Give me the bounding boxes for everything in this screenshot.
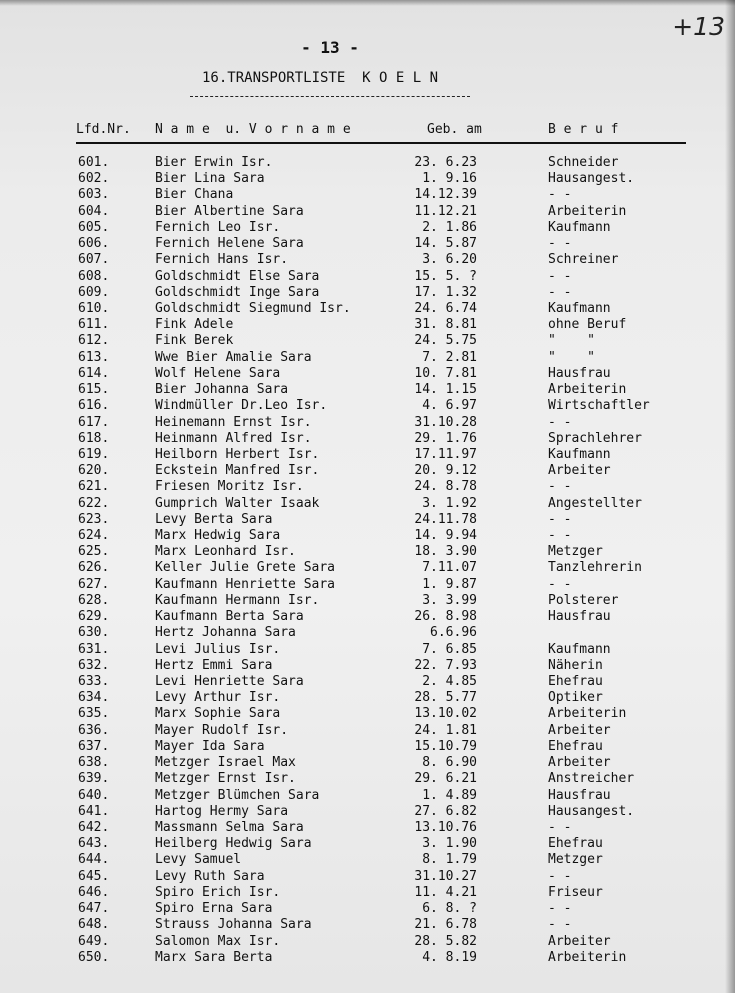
list-row bbox=[0, 674, 735, 690]
entry-number: 614. bbox=[78, 365, 110, 381]
entry-number: 619. bbox=[78, 446, 110, 462]
entry-birthdate: 14. 1.15 bbox=[414, 382, 477, 398]
entry-occupation: - - bbox=[548, 819, 572, 835]
entry-name: Marx Hedwig Sara bbox=[155, 528, 281, 544]
list-row bbox=[0, 398, 735, 414]
entry-birthdate: 24. 6.74 bbox=[414, 300, 477, 316]
list-row bbox=[0, 885, 735, 901]
entry-birthdate: 8. 1.79 bbox=[422, 852, 477, 868]
deportation-list bbox=[0, 155, 735, 966]
list-row bbox=[0, 204, 735, 220]
entry-birthdate: 23. 6.23 bbox=[414, 155, 477, 170]
list-row bbox=[0, 658, 735, 674]
entry-birthdate: 21. 6.78 bbox=[414, 917, 477, 933]
header-number: Lfd.Nr. bbox=[76, 122, 131, 137]
entry-occupation: Optiker bbox=[548, 690, 603, 706]
entry-birthdate: 29. 1.76 bbox=[414, 430, 477, 446]
entry-occupation: Wirtschaftler bbox=[548, 398, 650, 414]
entry-birthdate: 14. 5.87 bbox=[414, 236, 477, 252]
entry-occupation: Angestellter bbox=[548, 495, 642, 511]
entry-number: 610. bbox=[78, 300, 110, 316]
list-row bbox=[0, 820, 735, 836]
entry-birthdate: 6. 8. ? bbox=[422, 901, 477, 917]
entry-number: 621. bbox=[78, 479, 110, 495]
entry-number: 644. bbox=[78, 852, 110, 868]
entry-number: 612. bbox=[78, 333, 110, 349]
entry-name: Heilborn Herbert Isr. bbox=[155, 446, 320, 462]
page-top-shadow bbox=[0, 0, 735, 6]
entry-name: Marx Leonhard Isr. bbox=[155, 544, 296, 560]
entry-occupation: - - bbox=[548, 479, 572, 495]
table-header bbox=[0, 122, 735, 142]
entry-birthdate: 1. 4.89 bbox=[422, 787, 477, 803]
entry-occupation: - - bbox=[548, 284, 572, 300]
entry-occupation: Arbeiterin bbox=[548, 706, 627, 722]
entry-birthdate: 28. 5.77 bbox=[414, 690, 477, 706]
entry-birthdate: 29. 6.21 bbox=[414, 771, 477, 787]
list-row bbox=[0, 771, 735, 787]
entry-occupation: Arbeiterin bbox=[548, 382, 627, 398]
entry-number: 606. bbox=[78, 236, 110, 252]
entry-occupation: Tanzlehrerin bbox=[548, 560, 642, 576]
entry-birthdate: 18. 3.90 bbox=[414, 544, 477, 560]
entry-birthdate: 24. 8.78 bbox=[414, 479, 477, 495]
entry-occupation: - - bbox=[548, 187, 572, 203]
entry-occupation: Schreiner bbox=[548, 252, 619, 268]
entry-number: 627. bbox=[78, 576, 110, 592]
document-title: 16.TRANSPORTLISTE K O E L N bbox=[202, 70, 439, 86]
entry-number: 634. bbox=[78, 690, 110, 706]
entry-occupation: Kaufmann bbox=[548, 300, 611, 316]
entry-number: 625. bbox=[78, 544, 110, 560]
entry-birthdate: 24. 1.81 bbox=[414, 722, 477, 738]
entry-occupation: Näherin bbox=[548, 657, 603, 673]
list-row bbox=[0, 625, 735, 641]
page-number: - 13 - bbox=[301, 38, 359, 57]
entry-birthdate: 28. 5.82 bbox=[414, 933, 477, 949]
entry-birthdate: 1. 9.16 bbox=[422, 171, 477, 187]
entry-birthdate: 15.10.79 bbox=[414, 738, 477, 754]
list-row bbox=[0, 382, 735, 398]
entry-occupation: Ehefrau bbox=[548, 674, 603, 689]
entry-occupation: Anstreicher bbox=[548, 771, 635, 787]
entry-number: 620. bbox=[78, 463, 110, 479]
entry-number: 632. bbox=[78, 657, 110, 673]
entry-occupation: Ehefrau bbox=[548, 738, 603, 754]
entry-name: Spiro Erna Sara bbox=[155, 901, 273, 917]
entry-name: Fernich Leo Isr. bbox=[155, 219, 281, 235]
entry-name: Bier Lina Sara bbox=[155, 171, 265, 187]
entry-number: 641. bbox=[78, 803, 110, 819]
list-row bbox=[0, 187, 735, 203]
entry-birthdate: 14.12.39 bbox=[414, 187, 477, 203]
entry-birthdate: 8. 6.90 bbox=[422, 755, 477, 771]
entry-birthdate: 1. 9.87 bbox=[422, 576, 477, 592]
entry-name: Levy Samuel bbox=[155, 852, 242, 868]
entry-number: 615. bbox=[78, 382, 110, 398]
entry-occupation: " " bbox=[548, 333, 595, 349]
entry-birthdate: 2. 1.86 bbox=[422, 219, 477, 235]
entry-birthdate: 24.11.78 bbox=[414, 511, 477, 527]
entry-occupation: - - bbox=[548, 511, 572, 527]
list-row bbox=[0, 869, 735, 885]
entry-number: 647. bbox=[78, 901, 110, 917]
entry-birthdate: 20. 9.12 bbox=[414, 463, 477, 479]
entry-occupation: - - bbox=[548, 414, 572, 430]
list-row bbox=[0, 901, 735, 917]
entry-birthdate: 13.10.02 bbox=[414, 706, 477, 722]
archive-mark: +13 bbox=[672, 12, 725, 41]
entry-number: 605. bbox=[78, 219, 110, 235]
list-row bbox=[0, 496, 735, 512]
entry-name: Eckstein Manfred Isr. bbox=[155, 463, 320, 479]
entry-birthdate: 31.10.28 bbox=[414, 414, 477, 430]
entry-name: Kaufmann Henriette Sara bbox=[155, 576, 336, 592]
entry-name: Bier Chana bbox=[155, 187, 234, 203]
list-row bbox=[0, 463, 735, 479]
entry-name: Metzger Ernst Isr. bbox=[155, 771, 296, 787]
entry-name: Hartog Hermy Sara bbox=[155, 803, 289, 819]
entry-birthdate: 22. 7.93 bbox=[414, 657, 477, 673]
list-row bbox=[0, 350, 735, 366]
entry-number: 611. bbox=[78, 317, 110, 333]
entry-name: Levy Ruth Sara bbox=[155, 868, 265, 884]
entry-birthdate: 3. 1.92 bbox=[422, 495, 477, 511]
list-row bbox=[0, 317, 735, 333]
entry-number: 638. bbox=[78, 755, 110, 771]
entry-name: Spiro Erich Isr. bbox=[155, 884, 281, 900]
entry-number: 639. bbox=[78, 771, 110, 787]
list-row bbox=[0, 252, 735, 268]
list-row bbox=[0, 333, 735, 349]
entry-number: 643. bbox=[78, 836, 110, 852]
entry-birthdate: 6.6.96 bbox=[430, 625, 477, 641]
entry-occupation: Kaufmann bbox=[548, 219, 611, 235]
entry-name: Bier Albertine Sara bbox=[155, 203, 304, 219]
list-row bbox=[0, 447, 735, 463]
entry-birthdate: 3. 6.20 bbox=[422, 252, 477, 268]
entry-name: Kaufmann Hermann Isr. bbox=[155, 592, 320, 608]
entry-occupation: " " bbox=[548, 349, 595, 365]
list-row bbox=[0, 642, 735, 658]
list-row bbox=[0, 544, 735, 560]
entry-number: 628. bbox=[78, 592, 110, 608]
entry-occupation: Arbeiter bbox=[548, 755, 611, 771]
entry-occupation: Arbeiter bbox=[548, 463, 611, 479]
list-row bbox=[0, 366, 735, 382]
entry-birthdate: 11. 4.21 bbox=[414, 884, 477, 900]
entry-name: Heinmann Alfred Isr. bbox=[155, 430, 312, 446]
entry-name: Heinemann Ernst Isr. bbox=[155, 414, 312, 430]
entry-number: 629. bbox=[78, 609, 110, 625]
list-row bbox=[0, 171, 735, 187]
entry-number: 646. bbox=[78, 884, 110, 900]
header-occupation: B e r u f bbox=[548, 122, 619, 137]
entry-name: Gumprich Walter Isaak bbox=[155, 495, 320, 511]
entry-birthdate: 17.11.97 bbox=[414, 446, 477, 462]
list-row bbox=[0, 804, 735, 820]
list-row bbox=[0, 528, 735, 544]
entry-number: 630. bbox=[78, 625, 110, 641]
entry-number: 622. bbox=[78, 495, 110, 511]
entry-birthdate: 11.12.21 bbox=[414, 203, 477, 219]
entry-number: 645. bbox=[78, 868, 110, 884]
entry-birthdate: 7.11.07 bbox=[422, 560, 477, 576]
entry-name: Fink Berek bbox=[155, 333, 234, 349]
entry-number: 640. bbox=[78, 787, 110, 803]
header-name: N a m e u. V o r n a m e bbox=[155, 122, 351, 137]
entry-birthdate: 31.10.27 bbox=[414, 868, 477, 884]
list-row bbox=[0, 577, 735, 593]
entry-name: Salomon Max Isr. bbox=[155, 933, 281, 949]
entry-birthdate: 26. 8.98 bbox=[414, 609, 477, 625]
entry-name: Goldschmidt Inge Sara bbox=[155, 284, 320, 300]
entry-number: 607. bbox=[78, 252, 110, 268]
entry-name: Strauss Johanna Sara bbox=[155, 917, 312, 933]
list-row bbox=[0, 593, 735, 609]
entry-number: 623. bbox=[78, 511, 110, 527]
entry-name: Marx Sara Berta bbox=[155, 949, 273, 965]
entry-name: Wolf Helene Sara bbox=[155, 365, 281, 381]
entry-name: Bier Johanna Sara bbox=[155, 382, 289, 398]
entry-name: Metzger Israel Max bbox=[155, 755, 296, 771]
list-row bbox=[0, 609, 735, 625]
entry-occupation: Arbeiter bbox=[548, 722, 611, 738]
entry-birthdate: 7. 6.85 bbox=[422, 641, 477, 657]
entry-number: 613. bbox=[78, 349, 110, 365]
entry-occupation: - - bbox=[548, 236, 572, 252]
entry-name: Massmann Selma Sara bbox=[155, 819, 304, 835]
entry-number: 626. bbox=[78, 560, 110, 576]
entry-birthdate: 2. 4.85 bbox=[422, 674, 477, 689]
list-row bbox=[0, 431, 735, 447]
entry-name: Windmüller Dr.Leo Isr. bbox=[155, 398, 328, 414]
entry-number: 601. bbox=[78, 155, 110, 170]
entry-name: Levi Henriette Sara bbox=[155, 674, 304, 689]
entry-birthdate: 3. 1.90 bbox=[422, 836, 477, 852]
entry-name: Keller Julie Grete Sara bbox=[155, 560, 336, 576]
entry-name: Mayer Rudolf Isr. bbox=[155, 722, 289, 738]
entry-birthdate: 27. 6.82 bbox=[414, 803, 477, 819]
entry-number: 636. bbox=[78, 722, 110, 738]
entry-occupation: - - bbox=[548, 528, 572, 544]
entry-name: Mayer Ida Sara bbox=[155, 738, 265, 754]
entry-occupation: Metzger bbox=[548, 544, 603, 560]
entry-number: 649. bbox=[78, 933, 110, 949]
entry-name: Levi Julius Isr. bbox=[155, 641, 281, 657]
entry-name: Kaufmann Berta Sara bbox=[155, 609, 304, 625]
entry-number: 624. bbox=[78, 528, 110, 544]
entry-number: 642. bbox=[78, 819, 110, 835]
entry-occupation: Hausangest. bbox=[548, 803, 635, 819]
entry-birthdate: 10. 7.81 bbox=[414, 365, 477, 381]
entry-occupation: ohne Beruf bbox=[548, 317, 627, 333]
entry-birthdate: 7. 2.81 bbox=[422, 349, 477, 365]
entry-occupation: Schneider bbox=[548, 155, 619, 170]
entry-occupation: - - bbox=[548, 576, 572, 592]
list-row bbox=[0, 788, 735, 804]
entry-birthdate: 15. 5. ? bbox=[414, 268, 477, 284]
entry-birthdate: 3. 3.99 bbox=[422, 592, 477, 608]
list-row bbox=[0, 836, 735, 852]
entry-number: 633. bbox=[78, 674, 110, 689]
entry-birthdate: 24. 5.75 bbox=[414, 333, 477, 349]
entry-occupation: Hausfrau bbox=[548, 787, 611, 803]
list-row bbox=[0, 934, 735, 950]
entry-occupation: Sprachlehrer bbox=[548, 430, 642, 446]
entry-name: Fink Adele bbox=[155, 317, 234, 333]
entry-name: Friesen Moritz Isr. bbox=[155, 479, 304, 495]
entry-occupation: Arbeiterin bbox=[548, 949, 627, 965]
entry-number: 617. bbox=[78, 414, 110, 430]
title-underline bbox=[190, 96, 470, 97]
entry-occupation: - - bbox=[548, 901, 572, 917]
list-row bbox=[0, 301, 735, 317]
entry-number: 604. bbox=[78, 203, 110, 219]
entry-occupation: - - bbox=[548, 268, 572, 284]
entry-birthdate: 14. 9.94 bbox=[414, 528, 477, 544]
list-row bbox=[0, 269, 735, 285]
entry-number: 602. bbox=[78, 171, 110, 187]
entry-occupation: Hausfrau bbox=[548, 609, 611, 625]
list-row bbox=[0, 479, 735, 495]
header-birthdate: Geb. am bbox=[427, 122, 482, 137]
entry-name: Marx Sophie Sara bbox=[155, 706, 281, 722]
entry-number: 650. bbox=[78, 949, 110, 965]
list-row bbox=[0, 723, 735, 739]
entry-name: Metzger Blümchen Sara bbox=[155, 787, 320, 803]
entry-name: Heilberg Hedwig Sara bbox=[155, 836, 312, 852]
entry-occupation: Ehefrau bbox=[548, 836, 603, 852]
list-row bbox=[0, 950, 735, 966]
list-row bbox=[0, 155, 735, 171]
entry-number: 609. bbox=[78, 284, 110, 300]
list-row bbox=[0, 852, 735, 868]
entry-number: 635. bbox=[78, 706, 110, 722]
entry-occupation: Kaufmann bbox=[548, 641, 611, 657]
entry-occupation: Kaufmann bbox=[548, 446, 611, 462]
list-row bbox=[0, 236, 735, 252]
entry-number: 618. bbox=[78, 430, 110, 446]
entry-birthdate: 31. 8.81 bbox=[414, 317, 477, 333]
entry-name: Hertz Emmi Sara bbox=[155, 657, 273, 673]
entry-occupation: Arbeiterin bbox=[548, 203, 627, 219]
list-row bbox=[0, 755, 735, 771]
entry-name: Goldschmidt Else Sara bbox=[155, 268, 320, 284]
entry-number: 616. bbox=[78, 398, 110, 414]
entry-birthdate: 13.10.76 bbox=[414, 819, 477, 835]
list-row bbox=[0, 220, 735, 236]
entry-occupation: Hausangest. bbox=[548, 171, 635, 187]
list-row bbox=[0, 285, 735, 301]
header-rule bbox=[76, 142, 686, 144]
entry-number: 608. bbox=[78, 268, 110, 284]
list-row bbox=[0, 560, 735, 576]
entry-name: Wwe Bier Amalie Sara bbox=[155, 349, 312, 365]
list-row bbox=[0, 512, 735, 528]
entry-number: 637. bbox=[78, 738, 110, 754]
entry-name: Goldschmidt Siegmund Isr. bbox=[155, 300, 351, 316]
entry-number: 648. bbox=[78, 917, 110, 933]
entry-name: Fernich Hans Isr. bbox=[155, 252, 289, 268]
list-row bbox=[0, 917, 735, 933]
entry-birthdate: 4. 8.19 bbox=[422, 949, 477, 965]
entry-birthdate: 4. 6.97 bbox=[422, 398, 477, 414]
entry-occupation: - - bbox=[548, 917, 572, 933]
entry-occupation: Friseur bbox=[548, 884, 603, 900]
list-row bbox=[0, 690, 735, 706]
entry-occupation: Polsterer bbox=[548, 592, 619, 608]
list-row bbox=[0, 739, 735, 755]
entry-occupation: - - bbox=[548, 868, 572, 884]
list-row bbox=[0, 706, 735, 722]
list-row bbox=[0, 415, 735, 431]
entry-occupation: Arbeiter bbox=[548, 933, 611, 949]
entry-name: Levy Berta Sara bbox=[155, 511, 273, 527]
entry-name: Fernich Helene Sara bbox=[155, 236, 304, 252]
entry-number: 603. bbox=[78, 187, 110, 203]
entry-name: Levy Arthur Isr. bbox=[155, 690, 281, 706]
entry-birthdate: 17. 1.32 bbox=[414, 284, 477, 300]
entry-name: Hertz Johanna Sara bbox=[155, 625, 296, 641]
entry-name: Bier Erwin Isr. bbox=[155, 155, 273, 170]
entry-occupation: Metzger bbox=[548, 852, 603, 868]
entry-number: 631. bbox=[78, 641, 110, 657]
entry-occupation: Hausfrau bbox=[548, 365, 611, 381]
